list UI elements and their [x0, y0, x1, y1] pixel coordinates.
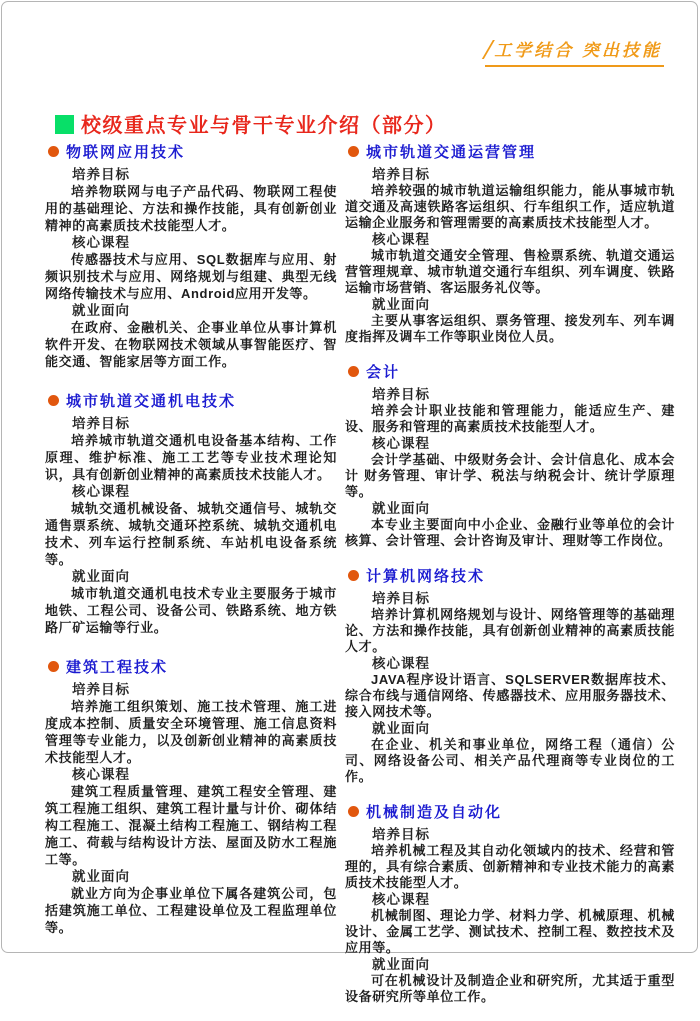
subhead-courses: 核心课程: [372, 436, 430, 451]
goal-text: 培养计算机网络规划与设计、网络管理等的基础理论、方法和操作技能，具有创新创业精神的高素质技能人才。: [345, 607, 675, 654]
left-column: [45, 141, 337, 1021]
major-section-computer-network: [345, 565, 675, 785]
major-heading: [45, 390, 337, 411]
subhead-jobs: 就业面向: [372, 957, 430, 972]
major-section-rail-mech: [45, 390, 337, 636]
major-title: 物联网应用技术: [66, 144, 186, 161]
major-section-iot: [45, 141, 337, 370]
goal-text: 培养机械工程及其自动化领域内的技术、经营和管理的，具有综合素质、创新精神和专业技术能力的高素质技术技能型人才。: [345, 843, 675, 890]
jobs-text: 在企业、机关和事业单位，网络工程（通信）公司、网络设备公司、相关产品代理商等专业岗位的工作。: [345, 737, 675, 784]
subhead-goal: 培养目标: [72, 416, 130, 431]
major-title: 计算机网络技术: [366, 568, 486, 585]
major-heading: [45, 656, 337, 677]
subhead-goal: 培养目标: [372, 167, 430, 182]
slogan-banner: [480, 36, 664, 67]
subhead-jobs: 就业面向: [372, 297, 430, 312]
subhead-courses: 核心课程: [372, 656, 430, 671]
subhead-jobs: 就业面向: [372, 501, 430, 516]
subhead-courses: 核心课程: [72, 767, 130, 782]
courses-text: 城轨交通机械设备、城轨交通信号、城轨交通售票系统、城轨交通环控系统、城轨交通机电技术、列车运行控制系统、车站机电设备系统等。: [45, 501, 337, 567]
subhead-jobs: 就业面向: [72, 869, 130, 884]
slogan-text: 工学结合 突出技能: [494, 41, 662, 60]
right-column: [345, 141, 675, 1021]
subhead-goal: 培养目标: [372, 591, 430, 606]
jobs-text: 城市轨道交通机电技术专业主要服务于城市地铁、工程公司、设备公司、铁路系统、地方铁路厂矿运输等行业。: [45, 586, 337, 635]
courses-text: JAVA程序设计语言、SQLSERVER数据库技术、综合布线与通信网络、传感器技术、应用服务器技术、接入网技术等。: [345, 672, 675, 719]
bullet-icon: [48, 146, 59, 157]
bullet-icon: [348, 806, 359, 817]
green-square-icon: [55, 115, 74, 134]
goal-text: 培养会计职业技能和管理能力，能适应生产、建设、服务和管理的高素质技术技能型人才。: [345, 403, 675, 434]
major-section-rail-ops: [345, 141, 675, 345]
bullet-icon: [348, 366, 359, 377]
subhead-goal: 培养目标: [72, 682, 130, 697]
subhead-courses: 核心课程: [372, 232, 430, 247]
major-heading: [345, 801, 675, 822]
bullet-icon: [348, 146, 359, 157]
goal-text: 培养物联网与电子产品代码、物联网工程使用的基础理论、方法和操作技能，具有创新创业精神的高素质技术技能型人才。: [45, 184, 337, 233]
subhead-courses: 核心课程: [72, 484, 130, 499]
bullet-icon: [48, 395, 59, 406]
subhead-courses: 核心课程: [72, 235, 130, 250]
goal-text: 培养较强的城市轨道运输组织能力，能从事城市轨道交通及高速铁路客运组织、行车组织工作，适应轨道运输企业服务和管理需要的高素质技术技能型人才。: [345, 183, 675, 230]
major-section-construction: [45, 656, 337, 936]
courses-text: 城市轨道交通安全管理、售检票系统、轨道交通运营管理规章、城市轨道交通行车组织、列车调度、铁路运输市场营销、客运服务礼仪等。: [345, 248, 675, 295]
major-title: 机械制造及自动化: [366, 804, 503, 821]
major-section-machine-manufacturing: [345, 801, 675, 1005]
subhead-jobs: 就业面向: [72, 569, 130, 584]
jobs-text: 在政府、金融机关、企事业单位从事计算机软件开发、在物联网技术领域从事智能医疗、智能交通、智能家居等方面工作。: [45, 320, 337, 369]
major-title: 会计: [366, 364, 401, 381]
subhead-jobs: 就业面向: [372, 721, 430, 736]
major-title: 建筑工程技术: [66, 659, 169, 676]
bullet-icon: [348, 570, 359, 581]
major-title: 城市轨道交通运营管理: [366, 144, 537, 161]
subhead-jobs: 就业面向: [72, 303, 130, 318]
major-title: 城市轨道交通机电技术: [66, 393, 237, 410]
slogan-slash: /: [480, 36, 498, 65]
page-title: [55, 109, 447, 138]
subhead-goal: 培养目标: [72, 167, 130, 182]
major-heading: [45, 141, 337, 162]
page-title-text: 校级重点专业与骨干专业介绍（部分）: [81, 115, 447, 138]
goal-text: 培养城市轨道交通机电设备基本结构、工作原理、维护标准、施工工艺等专业技术理论知识，具有创新创业精神的高素质技术技能人才。: [45, 433, 337, 482]
bullet-icon: [48, 661, 59, 672]
major-section-accounting: [345, 361, 675, 549]
jobs-text: 本专业主要面向中小企业、金融行业等单位的会计核算、会计管理、会计咨询及审计、理财等工作岗位。: [345, 517, 675, 548]
content-columns: [45, 141, 675, 1021]
major-heading: [345, 361, 675, 382]
courses-text: 建筑工程质量管理、建筑工程安全管理、建筑工程施工组织、建筑工程计量与计价、砌体结构工程施工、混凝土结构工程施工、钢结构工程施工、荷载与结构设计方法、屋面及防水工程施工等。: [45, 784, 337, 867]
subhead-goal: 培养目标: [372, 387, 430, 402]
goal-text: 培养施工组织策划、施工技术管理、施工进度成本控制、质量安全环境管理、施工信息资料管理等专业能力，以及创新创业精神的高素质技术技能型人才。: [45, 699, 337, 765]
subhead-courses: 核心课程: [372, 892, 430, 907]
major-heading: [345, 141, 675, 162]
subhead-goal: 培养目标: [372, 827, 430, 842]
courses-text: 机械制图、理论力学、材料力学、机械原理、机械设计、金属工艺学、测试技术、控制工程、数控技术及应用等。: [345, 908, 675, 955]
jobs-text: 可在机械设计及制造企业和研究所，尤其适于重型设备研究所等单位工作。: [345, 973, 675, 1004]
jobs-text: 主要从事客运组织、票务管理、接发列车、列车调度指挥及调车工作等职业岗位人员。: [345, 313, 675, 344]
jobs-text: 就业方向为企事业单位下属各建筑公司，包括建筑施工单位、工程建设单位及工程监理单位等。: [45, 886, 337, 935]
courses-text: 传感器技术与应用、SQL数据库与应用、射频识别技术与应用、网络规划与组建、典型无线网络传输技术与应用、Android应用开发等。: [45, 252, 337, 301]
major-heading: [345, 565, 675, 586]
courses-text: 会计学基础、中级财务会计、会计信息化、成本会计 财务管理、审计学、税法与纳税会计、统计学原理等。: [345, 452, 675, 499]
